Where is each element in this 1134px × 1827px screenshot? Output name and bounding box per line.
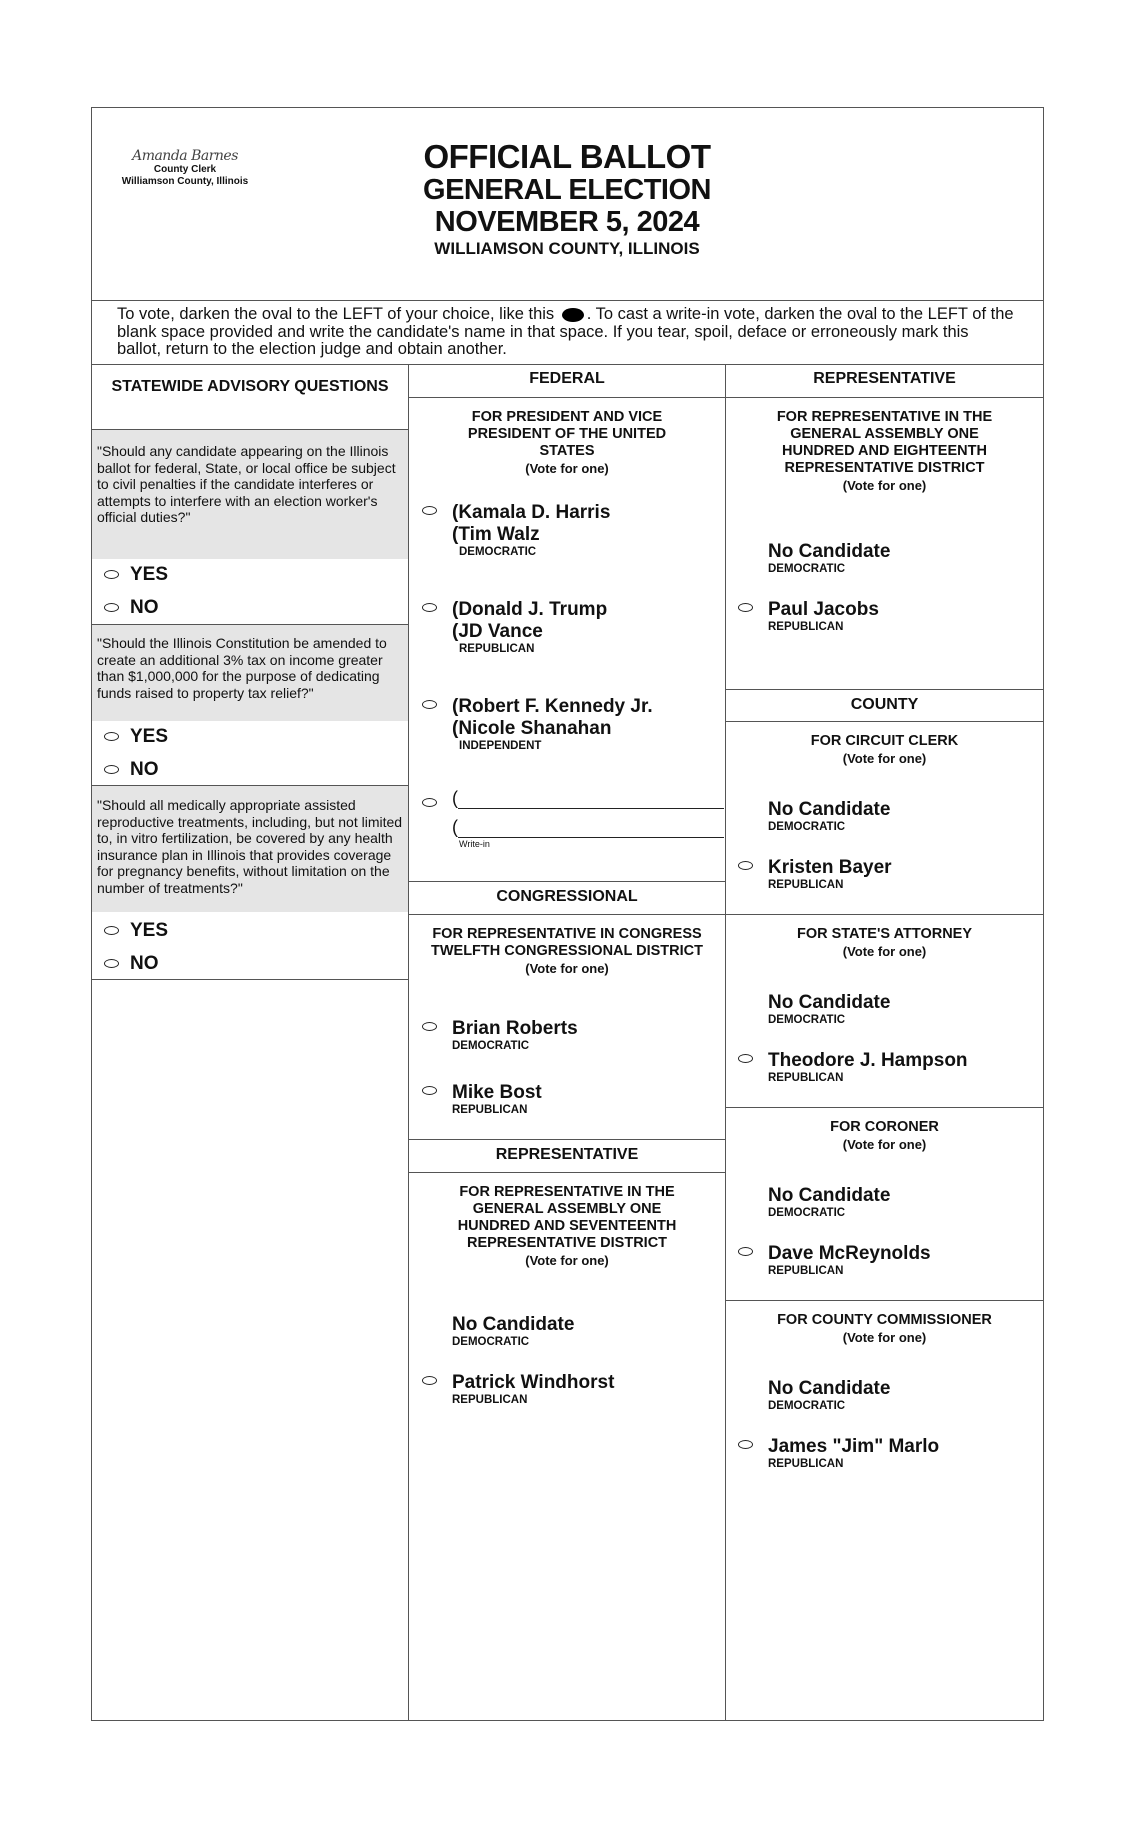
divider — [92, 300, 1043, 301]
candidate-party: REPUBLICAN — [768, 1072, 844, 1084]
candidate-party: DEMOCRATIC — [768, 1014, 846, 1026]
yes-oval-q2[interactable] — [104, 732, 119, 741]
candidate-name: (Robert F. Kennedy Jr. — [452, 696, 653, 717]
divider — [726, 1300, 1043, 1301]
yes-label-q3: YES — [130, 920, 169, 941]
federal-heading: FEDERAL — [529, 370, 605, 387]
candidate-name: No Candidate — [768, 992, 891, 1013]
filled-oval-icon — [562, 308, 584, 322]
candidate-party: REPUBLICAN — [452, 1104, 528, 1116]
ballot-subtitle: GENERAL ELECTION — [423, 174, 711, 206]
instructions-text-1: To vote, darken the oval to the LEFT of your choice, like this — [117, 305, 555, 323]
rep118-contest — [752, 409, 1017, 494]
mcreynolds-oval[interactable] — [738, 1247, 753, 1256]
candidate-party: DEMOCRATIC — [452, 1336, 530, 1348]
ballot-title-block — [342, 140, 792, 260]
candidate-party: REPUBLICAN — [452, 1394, 528, 1406]
advisory-question-2: "Should the Illinois Constitution be amended to create an additional 3% tax on income greater than $1,000,000 for the purpose of dedicating funds raised to property tax relief?" — [97, 635, 387, 701]
divider — [92, 979, 408, 980]
states-attorney-contest — [752, 926, 1017, 960]
candidate-name: Patrick Windhorst — [452, 1372, 615, 1393]
coroner-contest — [752, 1119, 1017, 1153]
congress-contest-title: FOR REPRESENTATIVE IN CONGRESS TWELFTH CONGRESSIONAL DISTRICT — [430, 926, 703, 959]
clerk-signature: Amanda Barnes — [132, 148, 238, 164]
coroner-title: FOR CORONER — [830, 1119, 939, 1135]
no-label-q3: NO — [130, 953, 159, 974]
instructions-text-2: . To cast a write-in vote, darken the oval to the LEFT of the blank space provided and write the candidate's name in that space. If you tear, spoil, deface or erroneously mark this ballot, return to the election judge and obtain another. — [117, 305, 1014, 358]
advisory-heading: STATEWIDE ADVISORY QUESTIONS — [111, 378, 389, 395]
instructions — [117, 306, 1017, 359]
divider — [92, 364, 1043, 365]
no-oval-q3[interactable] — [104, 959, 119, 968]
ballot-title: OFFICIAL BALLOT — [423, 138, 711, 175]
county-heading: COUNTY — [850, 696, 919, 713]
candidate-name: No Candidate — [768, 1185, 891, 1206]
election-date: NOVEMBER 5, 2024 — [434, 206, 700, 238]
states-attorney-title: FOR STATE'S ATTORNEY — [796, 926, 973, 942]
states-attorney-vote-for: (Vote for one) — [842, 944, 927, 959]
write-in-line-1[interactable] — [458, 808, 724, 809]
candidate-name: No Candidate — [768, 1378, 891, 1399]
candidate-party: DEMOCRATIC — [452, 1040, 530, 1052]
candidate-party: REPUBLICAN — [459, 643, 535, 655]
column-divider — [408, 364, 409, 1721]
circuit-clerk-vote-for: (Vote for one) — [842, 751, 927, 766]
candidate-party: DEMOCRATIC — [768, 563, 846, 575]
candidate-party: REPUBLICAN — [768, 879, 844, 891]
candidate-running-mate: (JD Vance — [452, 621, 543, 642]
ballot-county: WILLIAMSON COUNTY, ILLINOIS — [434, 239, 700, 258]
advisory-question-3: "Should all medically appropriate assisted reproductive treatments, including, but not limited to, in vitro fertilization, be covered by any health insurance plan in Illinois that provides coverage for pregnancy benefits, without limitation on the number of treatments?" — [97, 797, 403, 896]
candidate-name: Dave McReynolds — [768, 1243, 931, 1264]
commissioner-contest — [752, 1312, 1017, 1346]
candidate-party: INDEPENDENT — [459, 740, 542, 752]
circuit-clerk-title: FOR CIRCUIT CLERK — [810, 733, 959, 749]
rep117-contest — [442, 1184, 692, 1269]
candidate-party: REPUBLICAN — [768, 1458, 844, 1470]
candidate-party: DEMOCRATIC — [768, 1207, 846, 1219]
candidate-name: James "Jim" Marlo — [768, 1436, 940, 1457]
divider — [409, 914, 1043, 915]
no-oval-q1[interactable] — [104, 603, 119, 612]
no-label-q1: NO — [130, 597, 159, 618]
divider — [726, 689, 1043, 690]
column-divider — [725, 364, 726, 1721]
candidate-name: Paul Jacobs — [768, 599, 879, 620]
congressional-heading: CONGRESSIONAL — [496, 888, 638, 905]
president-contest-title: FOR PRESIDENT AND VICE PRESIDENT OF THE UNITED STATES — [467, 409, 667, 459]
candidate-name: (Donald J. Trump — [452, 599, 608, 620]
divider — [409, 881, 725, 882]
bost-oval[interactable] — [422, 1086, 437, 1095]
candidate-name: (Kamala D. Harris — [452, 502, 611, 523]
congress-vote-for: (Vote for one) — [525, 961, 609, 976]
write-in-paren: ( — [452, 788, 458, 808]
ballot — [91, 107, 1044, 1721]
clerk-county: Williamson County, Illinois — [121, 176, 249, 187]
coroner-vote-for: (Vote for one) — [842, 1137, 927, 1152]
candidate-running-mate: (Nicole Shanahan — [452, 718, 612, 739]
rep118-contest-title: FOR REPRESENTATIVE IN THE GENERAL ASSEMBLY ONE HUNDRED AND EIGHTEENTH REPRESENTATIVE DISTRICT — [776, 409, 993, 476]
divider — [409, 397, 1043, 398]
yes-oval-q3[interactable] — [104, 926, 119, 935]
advisory-question-1: "Should any candidate appearing on the Illinois ballot for federal, State, or local office be subject to civil penalties if the candidate interferes or attempts to interfere with an election worker's official duties?" — [97, 443, 396, 525]
rep117-vote-for: (Vote for one) — [525, 1253, 609, 1268]
write-in-paren: ( — [452, 817, 458, 837]
candidate-name: No Candidate — [452, 1314, 575, 1335]
president-contest — [442, 409, 692, 477]
rep117-contest-title: FOR REPRESENTATIVE IN THE GENERAL ASSEMBLY ONE HUNDRED AND SEVENTEENTH REPRESENTATIVE DISTRICT — [457, 1184, 677, 1251]
congress-contest — [422, 926, 712, 977]
divider — [726, 721, 1043, 722]
county-clerk-signature-block — [120, 148, 250, 188]
candidate-name: Brian Roberts — [452, 1018, 578, 1039]
divider — [409, 1139, 725, 1140]
candidate-party: REPUBLICAN — [768, 1265, 844, 1277]
harris-walz-oval[interactable] — [422, 506, 437, 515]
write-in-line-2[interactable] — [458, 837, 724, 838]
candidate-party: DEMOCRATIC — [768, 821, 846, 833]
candidate-party: DEMOCRATIC — [459, 546, 537, 558]
kennedy-shanahan-oval[interactable] — [422, 700, 437, 709]
representative-heading: REPRESENTATIVE — [495, 1146, 639, 1163]
candidate-name: Mike Bost — [452, 1082, 542, 1103]
divider — [409, 1172, 725, 1173]
jacobs-oval[interactable] — [738, 603, 753, 612]
candidate-name: Kristen Bayer — [768, 857, 892, 878]
candidate-name: No Candidate — [768, 799, 891, 820]
candidate-party: REPUBLICAN — [768, 621, 844, 633]
windhorst-oval[interactable] — [422, 1376, 437, 1385]
representative-heading: REPRESENTATIVE — [813, 370, 956, 387]
trump-vance-oval[interactable] — [422, 603, 437, 612]
write-in-oval[interactable] — [422, 798, 437, 807]
hampson-oval[interactable] — [738, 1054, 753, 1063]
candidate-party: DEMOCRATIC — [768, 1400, 846, 1412]
no-label-q2: NO — [130, 759, 159, 780]
no-oval-q2[interactable] — [104, 765, 119, 774]
bayer-oval[interactable] — [738, 861, 753, 870]
candidate-running-mate: (Tim Walz — [452, 524, 540, 545]
commissioner-title: FOR COUNTY COMMISSIONER — [777, 1312, 992, 1328]
marlo-oval[interactable] — [738, 1440, 753, 1449]
roberts-oval[interactable] — [422, 1022, 437, 1031]
commissioner-vote-for: (Vote for one) — [842, 1330, 927, 1345]
yes-label-q1: YES — [130, 564, 169, 585]
president-vote-for: (Vote for one) — [525, 461, 609, 476]
yes-oval-q1[interactable] — [104, 570, 119, 579]
write-in-label: Write-in — [459, 839, 490, 849]
circuit-clerk-contest — [752, 733, 1017, 767]
yes-label-q2: YES — [130, 726, 169, 747]
candidate-name: Theodore J. Hampson — [768, 1050, 968, 1071]
divider — [726, 1107, 1043, 1108]
clerk-title: County Clerk — [153, 164, 217, 175]
rep118-vote-for: (Vote for one) — [842, 478, 927, 493]
candidate-name: No Candidate — [768, 541, 891, 562]
